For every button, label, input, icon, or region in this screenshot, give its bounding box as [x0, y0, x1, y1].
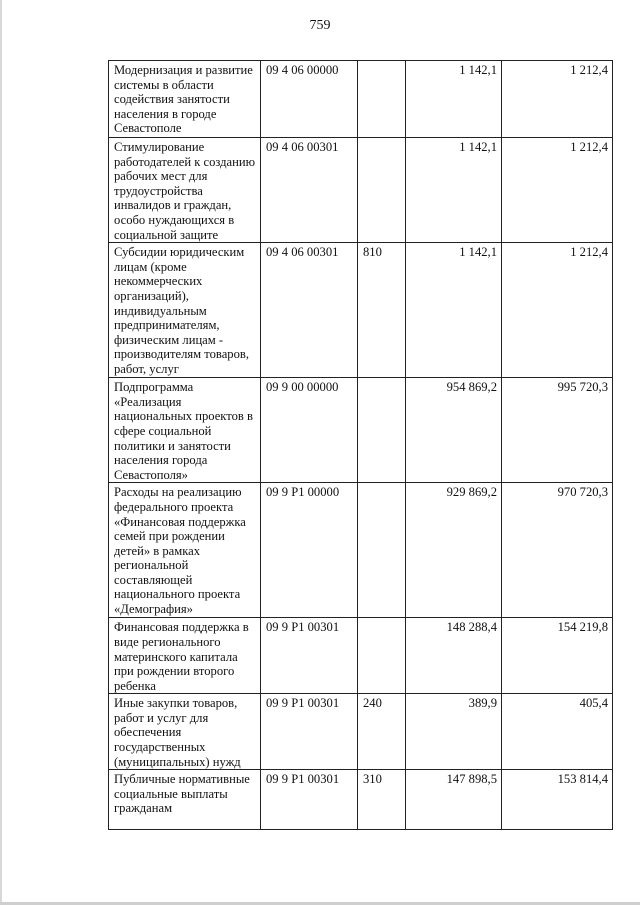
row-type	[358, 483, 406, 618]
row-type: 310	[358, 770, 406, 830]
row-type	[358, 378, 406, 483]
row-value-1: 1 142,1	[406, 243, 502, 378]
row-code: 09 9 P1 00301	[261, 694, 358, 770]
row-name: Субсидии юридическим лицам (кроме некоммерческих организаций), индивидуальным предпринимателям, физическим лицам - производителям товаров, работ, услуг	[109, 243, 261, 378]
budget-table	[108, 60, 613, 830]
row-value-2: 154 219,8	[502, 618, 613, 694]
row-code: 09 9 P1 00000	[261, 483, 358, 618]
row-code: 09 9 P1 00301	[261, 770, 358, 830]
row-value-2: 153 814,4	[502, 770, 613, 830]
row-value-1: 929 869,2	[406, 483, 502, 618]
row-name: Подпрограмма «Реализация национальных проектов в сфере социальной политики и занятости населения города Севастополя»	[109, 378, 261, 483]
row-name: Расходы на реализацию федерального проекта «Финансовая поддержка семей при рождении детей» в рамках региональной составляющей национального проекта «Демография»	[109, 483, 261, 618]
scan-edge-left	[0, 0, 2, 905]
row-value-1: 1 142,1	[406, 61, 502, 138]
row-name: Публичные нормативные социальные выплаты гражданам	[109, 770, 261, 830]
row-name: Модернизация и развитие системы в области содействия занятости населения в городе Севастополе	[109, 61, 261, 138]
row-name: Стимулирование работодателей к созданию рабочих мест для трудоустройства инвалидов и граждан, особо нуждающихся в социальной защите	[109, 138, 261, 243]
table-row	[109, 770, 613, 830]
row-value-1: 1 142,1	[406, 138, 502, 243]
row-value-2: 405,4	[502, 694, 613, 770]
row-value-2: 1 212,4	[502, 138, 613, 243]
table-row	[109, 618, 613, 694]
table-row	[109, 378, 613, 483]
table-row	[109, 694, 613, 770]
table-row	[109, 61, 613, 138]
row-code: 09 4 06 00000	[261, 61, 358, 138]
row-value-2: 995 720,3	[502, 378, 613, 483]
row-code: 09 4 06 00301	[261, 243, 358, 378]
row-value-1: 954 869,2	[406, 378, 502, 483]
table-row	[109, 138, 613, 243]
row-type	[358, 61, 406, 138]
row-code: 09 4 06 00301	[261, 138, 358, 243]
row-name: Финансовая поддержка в виде регионального материнского капитала при рождении второго ребенка	[109, 618, 261, 694]
row-code: 09 9 00 00000	[261, 378, 358, 483]
row-value-2: 1 212,4	[502, 61, 613, 138]
page-number: 759	[309, 18, 331, 33]
row-value-2: 1 212,4	[502, 243, 613, 378]
row-value-1: 148 288,4	[406, 618, 502, 694]
table-row	[109, 483, 613, 618]
row-value-1: 389,9	[406, 694, 502, 770]
table-row	[109, 243, 613, 378]
row-type	[358, 138, 406, 243]
row-code: 09 9 P1 00301	[261, 618, 358, 694]
row-type	[358, 618, 406, 694]
row-value-2: 970 720,3	[502, 483, 613, 618]
row-name: Иные закупки товаров, работ и услуг для обеспечения государственных (муниципальных) нужд	[109, 694, 261, 770]
row-type: 810	[358, 243, 406, 378]
row-value-1: 147 898,5	[406, 770, 502, 830]
row-type: 240	[358, 694, 406, 770]
